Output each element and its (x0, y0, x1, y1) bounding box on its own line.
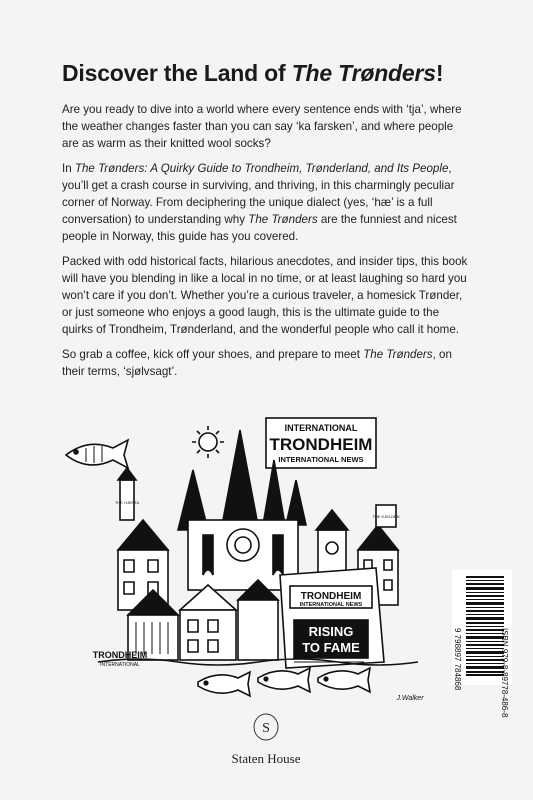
fish-icon (66, 440, 128, 468)
heading-book-name: The Trønders (291, 60, 436, 86)
blurb-paragraph-2: In The Trønders: A Quirky Guide to Trondheim, Trønderland, and Its People, you’ll get a crash course in surviving, and thriving, in this charmingly peculiar corner of Norway. From deciphering the unique dialect (yes, ‘hæ’ is a full conversation) to understanding why The Trønders are the funniest and nicest people in Norway, this guide has you covered. (62, 162, 457, 243)
headline-line-2: TO FAME (302, 640, 360, 655)
brand-line-2: INTERNATIONAL (100, 662, 140, 668)
cathedral-spire (223, 430, 257, 520)
publisher-monogram-icon (252, 712, 280, 742)
banner-line-1: INTERNATIONAL (284, 423, 358, 433)
publisher-name: Staten House (231, 751, 301, 766)
blurb-paragraph-4: So grab a coffee, kick off your shoes, and prepare to meet The Trønders, on their terms, ‘sjølvsagt’. (62, 348, 452, 378)
fish-icon (318, 668, 370, 692)
newspaper-sub: INTERNATIONAL NEWS (299, 602, 363, 608)
blurb (62, 101, 472, 388)
barcode-digits: 9 798897 784868 (453, 628, 462, 691)
book-title-ref: The Trønders: A Quirky Guide to Trondheim, Trønderland, and Its People (74, 162, 449, 175)
fish-icon (198, 672, 250, 696)
banner-line-3: INTERNATIONAL NEWS (278, 455, 364, 464)
blurb-paragraph-1: Are you ready to dive into a world where every sentence ends with ‘tja’, where the weather changes faster than you can say ‘ka farsken’, and where people are as warm as their knitted wool socks? (62, 103, 462, 150)
sign-right: THE KJELDEN (372, 514, 400, 519)
brand-line-1: TRONDHEIM (92, 650, 148, 660)
publisher-logo (216, 712, 316, 767)
barcode-bars (466, 576, 504, 676)
newspaper-title: TRONDHEIM (300, 591, 362, 602)
svg-text:S: S (262, 721, 270, 736)
isbn-label: ISBN 979-8-89778-486-8 (500, 628, 509, 718)
trondheim-city-illustration (58, 400, 458, 710)
blurb-paragraph-3: Packed with odd historical facts, hilarious anecdotes, and insider tips, this book will have you blending in like a local in no time, or at least laughing so hard you won’t care if you don’t. Whether you’re a curious traveler, a homesick Trønder, or just someone who enjoys a good laugh, this is the ultimate guide to the quirks of Trondheim, Trønderland, and the wonderful people who call it home. (62, 255, 468, 336)
headline-line-1: RISING (308, 624, 354, 639)
cover-heading: Discover the Land of The Trønders! (62, 60, 444, 86)
artist-signature: J.Walker (396, 695, 424, 702)
isbn-barcode (452, 570, 512, 718)
fish-icon (258, 668, 310, 692)
banner-line-2: TRONDHEIM (269, 435, 373, 454)
sun-icon (192, 426, 224, 458)
sign-left: THE HJERTA (114, 500, 140, 505)
